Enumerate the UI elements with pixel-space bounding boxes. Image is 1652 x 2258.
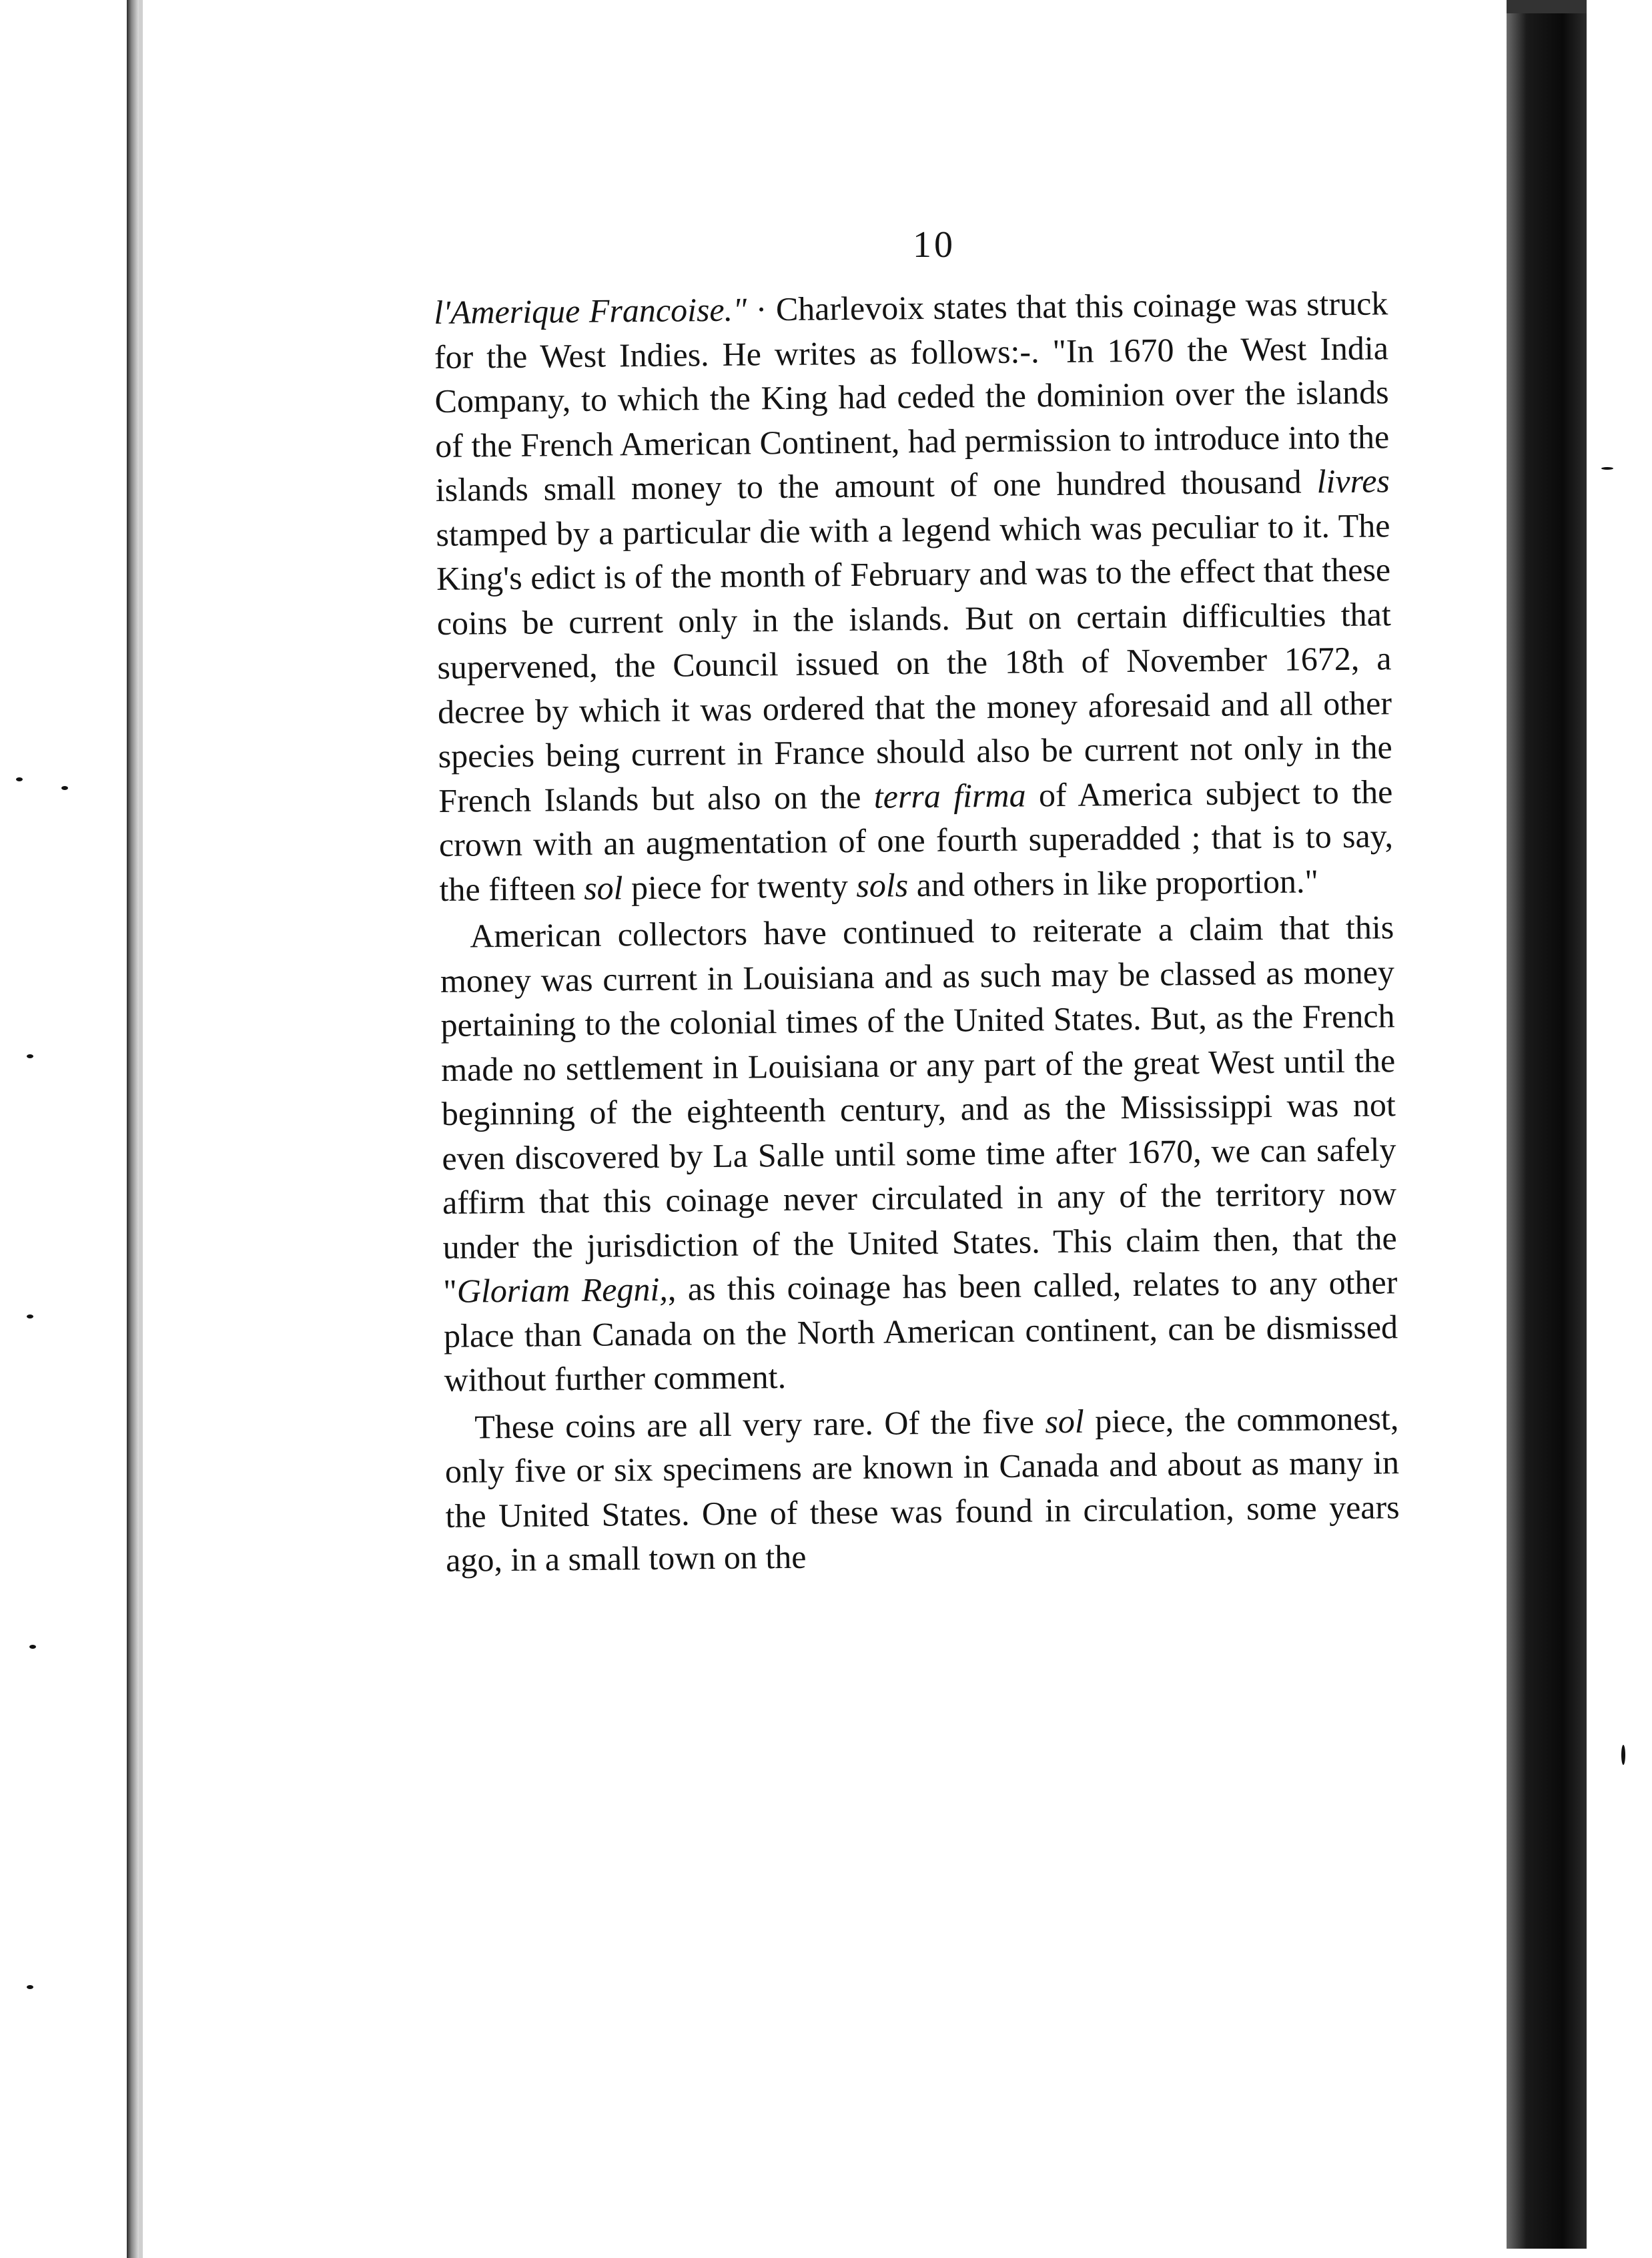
text-segment: American collectors have continued to reiterate a claim that this money was current in Louisiana and as such may be classed as money pertaining to the colonial times of the United States. But, as the French made no settlement in Louisiana or any part of the great West until the beginning of the eighteenth century, and as the Mississippi was not even discovered by La Salle until some time after 1670, we can safely affirm that this coinage never circulated in any of the territory now under the jurisdiction of the United States. This claim then, that the "	[440, 908, 1397, 1310]
scan-speck	[27, 1985, 33, 1989]
text-segment: These coins are all very rare. Of the five	[474, 1402, 1046, 1445]
page-number: 10	[913, 224, 955, 266]
scan-speck	[27, 1314, 33, 1319]
text-segment: , as this coinage has been called, relates to any other place than Canada on the North American continent, can be dismissed without further comment.	[443, 1263, 1398, 1399]
scan-speck	[61, 786, 68, 790]
paragraph	[440, 905, 1398, 1402]
body-text	[434, 281, 1400, 1582]
text-segment: and others in like proportion."	[907, 861, 1319, 903]
paragraph	[434, 281, 1394, 911]
text-segment-italic: livres	[1316, 462, 1390, 500]
text-segment: piece, the commonest, only five or six specimens are known in Canada and about as many in the United States. One of these was found in circulation, some years ago, in a small town on the	[444, 1399, 1400, 1579]
page-left-edge	[139, 0, 143, 2258]
scan-speck	[1621, 1745, 1625, 1765]
text-segment-italic: sol	[1045, 1402, 1084, 1440]
text-segment: · Charlevoix states that this coinage was struck for the West Indies. He writes as follows:-. "In 1670 the West India Company, to which the King had ceded the dominion over the islands of the French American Continent, had permission to introduce into the islands small money to the amount of one hundred thousand	[434, 284, 1390, 508]
text-segment-italic: sol	[583, 868, 623, 907]
scan-speck	[27, 1054, 33, 1058]
text-segment-italic: terra firma	[873, 776, 1026, 815]
text-segment-italic: sols	[856, 865, 909, 904]
scan-speck	[16, 777, 23, 781]
text-segment: piece for twenty	[623, 866, 857, 906]
text-segment-italic: l'Amerique Francoise."	[434, 290, 747, 331]
binding-edge-right	[1507, 13, 1587, 2249]
text-segment-italic: Gloriam Regni,	[456, 1270, 669, 1310]
text-segment: of America subject to the crown with an augmentation of one fourth superadded ; that is to say, the fifteen	[438, 772, 1394, 908]
text-segment: stamped by a particular die with a legend which was peculiar to it. The King's edict is of the month of February and was to the effect that these coins be current only in the islands. But on certain difficulties that supervened, the Council issued on the 18th of November 1672, a decree by which it was ordered that the money aforesaid and all other species being current in France should also be current not only in the French Islands but also on the	[436, 506, 1392, 819]
scan-speck	[1601, 467, 1613, 470]
scan-speck	[29, 1645, 36, 1649]
paragraph	[444, 1396, 1400, 1583]
page-gutter-shadow	[127, 0, 139, 2258]
